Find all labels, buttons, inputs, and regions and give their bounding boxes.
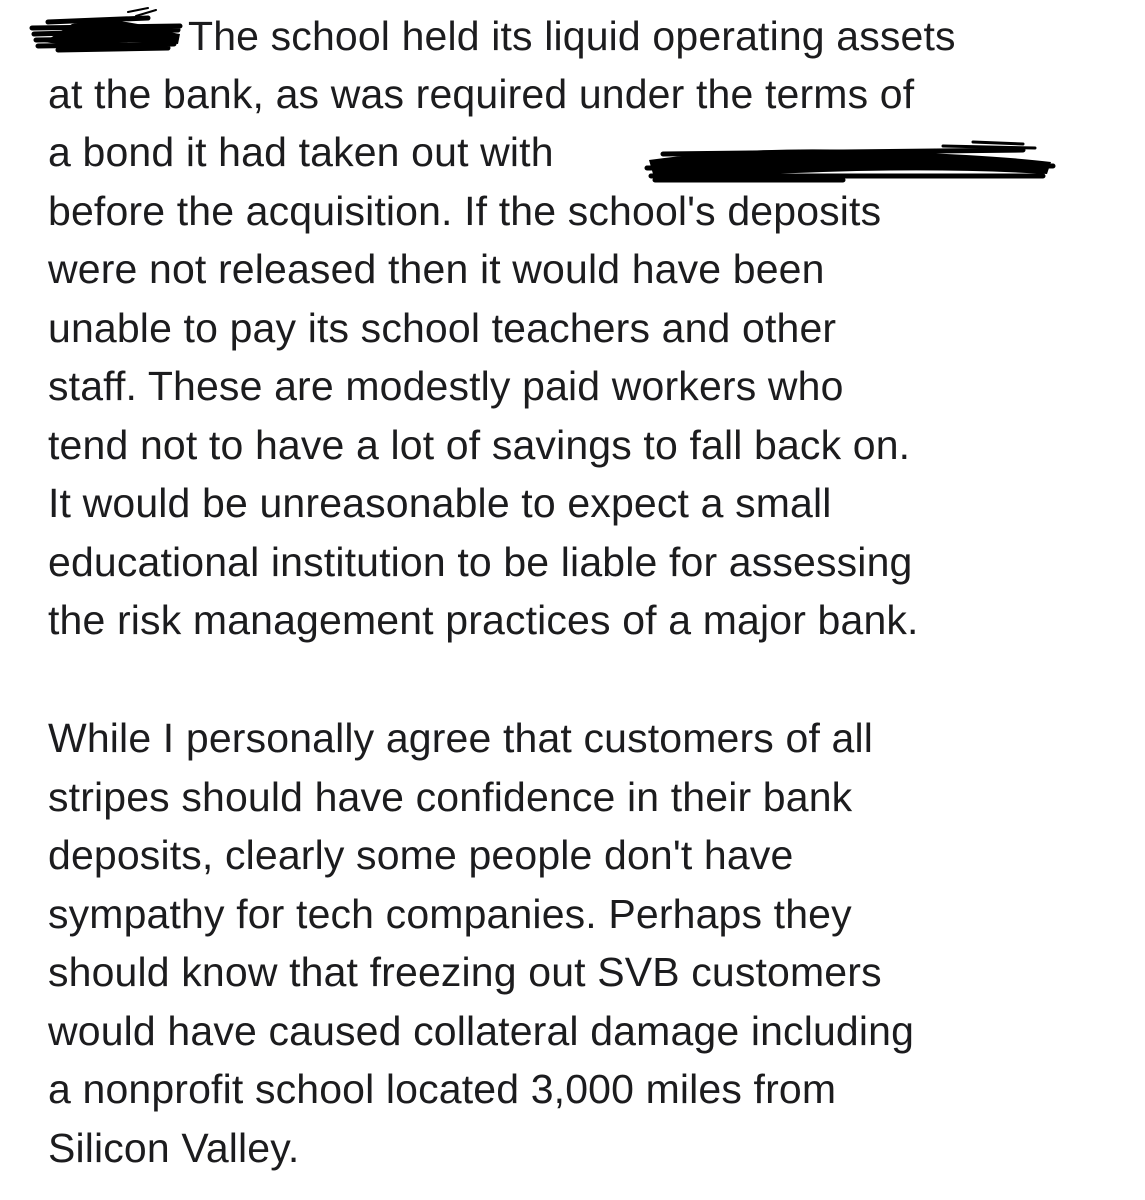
paragraph1-line-10: educational institution to be liable for assessing xyxy=(48,539,913,585)
paragraph1-line-11: the risk management practices of a major bank. xyxy=(48,597,919,643)
paragraph1-line-5: were not released then it would have been xyxy=(48,246,825,292)
paragraph1-line-2: at the bank, as was required under the terms of xyxy=(48,71,915,117)
paragraph2-line-3: deposits, clearly some people don't have xyxy=(48,832,794,878)
paragraph2-line-4: sympathy for tech companies. Perhaps they xyxy=(48,891,852,937)
paragraph1-line-1: The school held its liquid operating assets xyxy=(188,13,956,59)
paragraph1-line-7: staff. These are modestly paid workers who xyxy=(48,363,844,409)
paragraph2-line-2: stripes should have confidence in their bank xyxy=(48,774,853,820)
redaction-scribble-end xyxy=(643,138,1063,184)
paragraph1-line-8: tend not to have a lot of savings to fall back on. xyxy=(48,422,911,468)
paragraph1-line-4: before the acquisition. If the school's deposits xyxy=(48,188,882,234)
paragraph2-line-8: Silicon Valley. xyxy=(48,1125,300,1171)
paragraph1-line-9: It would be unreasonable to expect a small xyxy=(48,480,832,526)
paragraph2-line-5: should know that freezing out SVB customers xyxy=(48,949,882,995)
paragraph2-line-1: While I personally agree that customers of all xyxy=(48,715,873,761)
paragraph2-line-7: a nonprofit school located 3,000 miles from xyxy=(48,1066,837,1112)
redaction-scribble-start xyxy=(28,4,188,56)
paragraph2-line-6: would have caused collateral damage including xyxy=(48,1008,915,1054)
paragraph1-line-6: unable to pay its school teachers and other xyxy=(48,305,837,351)
paragraph1-line-3: a bond it had taken out with xyxy=(48,129,554,175)
